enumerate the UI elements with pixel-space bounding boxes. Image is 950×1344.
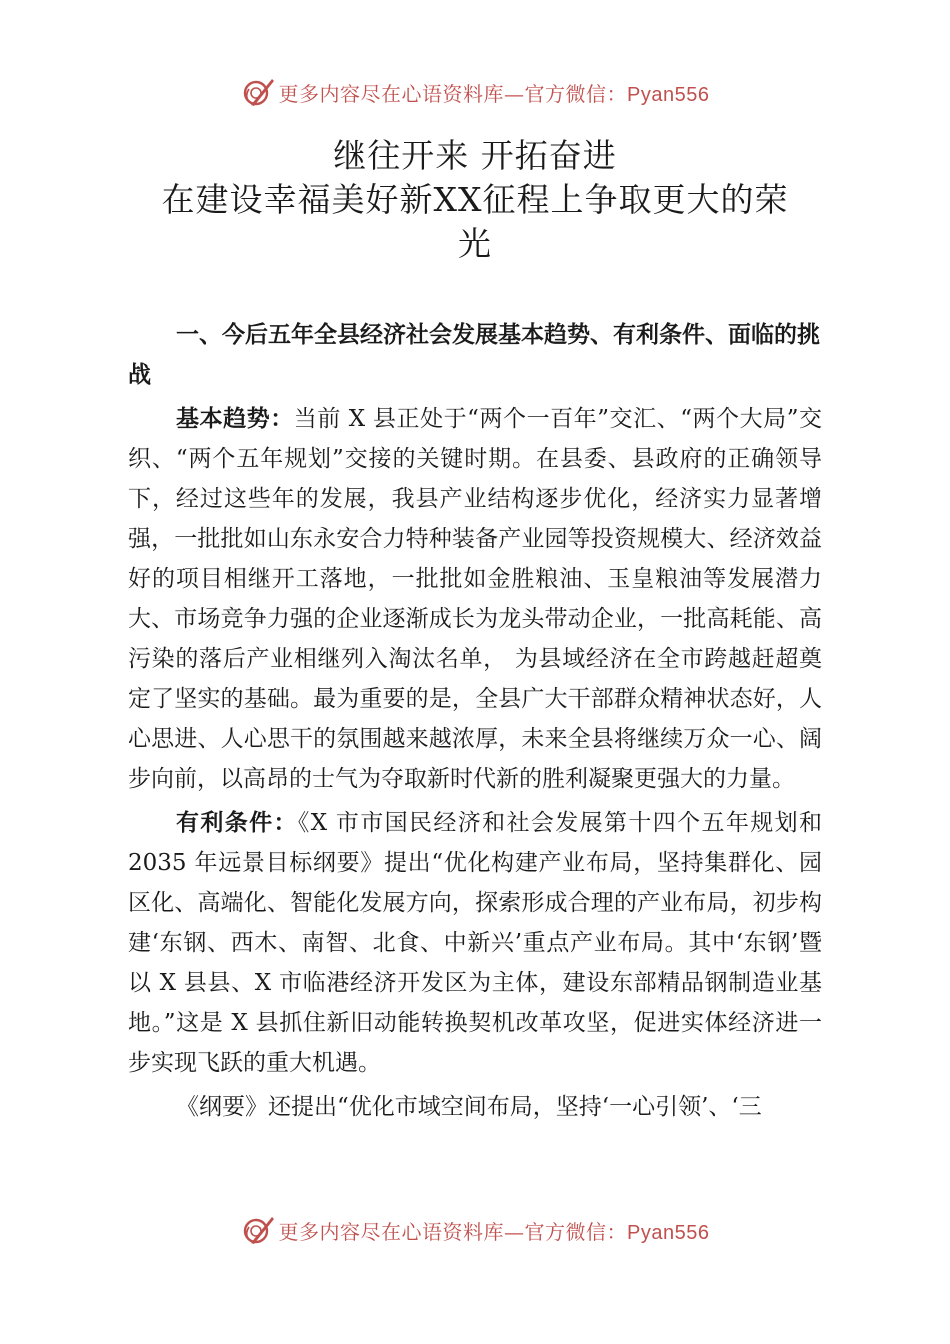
paragraph-outline: 《纲要》还提出“优化市域空间布局，坚持‘一心引领’、‘三: [176, 1094, 762, 1120]
section-heading: 一、今后五年全县经济社会发展基本趋势、有利条件、面临的挑战: [128, 322, 820, 388]
banner-wechat-label: 官方微信：: [524, 1219, 628, 1244]
paragraph-favorable-conditions: [128, 803, 822, 1083]
pen-seal-icon: [241, 1213, 275, 1247]
banner-slogan: 更多内容尽在心语资料库: [278, 81, 505, 106]
banner-text: [279, 1216, 710, 1245]
title-line-3: 光: [458, 224, 492, 263]
banner-dash: —: [504, 81, 525, 106]
banner-dash: —: [504, 1219, 525, 1244]
banner-slogan: 更多内容尽在心语资料库: [278, 1219, 505, 1244]
paragraph-text: 当前 X 县正处于“两个一百年”交汇、“两个大局”交织、“两个五年规划”交接的关键时期。在县委、县政府的正确领导下，经过这些年的发展，我县产业结构逐步优化，经济实力显著增强，一批批如山东永安合力特种装备产业园等投资规模大、经济效益好的项目相继开工落地，一批批如金胜粮油、玉皇粮油等发展潜力大、市场竞争力强的企业逐渐成长为龙头带动企业，一批高耗能、高污染的落后产业相继列入淘汰名单， 为县域经济在全市跨越赶超奠定了坚实的基础。最为重要的是，全县广大干部群众精神状态好，人心思进、人心思干的氛围越来越浓厚，未来全县将继续万众一心、阔步向前，以高昂的士气为夺取新时代新的胜利凝聚更强大的力量。: [128, 406, 823, 792]
banner-wechat-label: 官方微信：: [524, 81, 628, 106]
paragraph-label: 基本趋势：: [176, 406, 294, 432]
paragraph-text: 《X 市市国民经济和社会发展第十四个五年规划和 2035 年远景目标纲要》提出“优化构建产业布局，坚持集群化、园区化、高端化、智能化发展方向，探索形成合理的产业布局，初步构建‘东钢、西木、南智、北食、中新兴’重点产业布局。其中‘东钢’暨以 X 县县、X 市临港经济开发区为主体，建设东部精品钢制造业基地。”这是 X 县抓住新旧动能转换契机改革攻坚，促进实体经济进一步实现飞跃的重大机遇。: [128, 810, 823, 1076]
title-line-1: 继往开来 开拓奋进: [333, 136, 617, 175]
title-line-2: 在建设幸福美好新XX征程上争取更大的荣: [161, 180, 789, 219]
banner-account: Pyan556: [627, 1221, 710, 1244]
footer-banner: [0, 1210, 950, 1250]
document-title: [120, 134, 830, 266]
paragraph-label: 有利条件：: [176, 810, 298, 836]
banner-text: [279, 78, 710, 107]
pen-seal-icon: [241, 75, 275, 109]
document-body: [128, 315, 822, 1131]
banner-account: Pyan556: [627, 83, 710, 106]
paragraph-basic-trend: [128, 399, 822, 799]
header-banner: [0, 72, 950, 112]
